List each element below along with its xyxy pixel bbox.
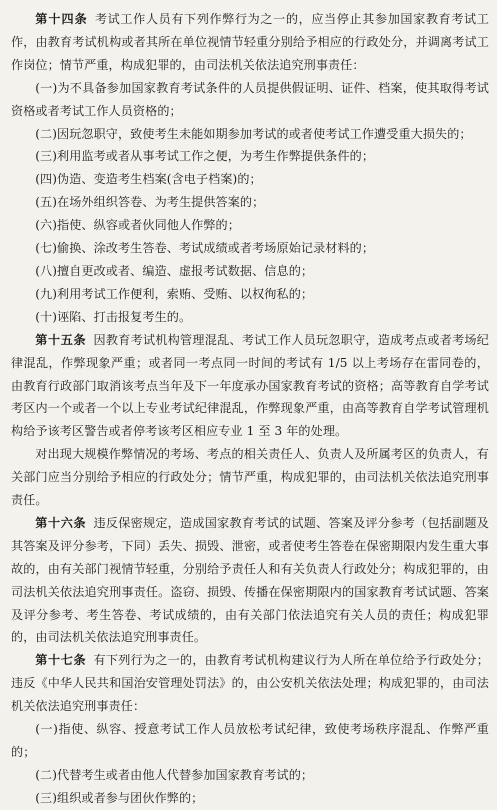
article-17-intro — [11, 649, 489, 718]
article-text: 有下列行为之一的，由教育考试机构建议行为人所在单位给予行政处分；违反《中华人民共和国治安管理处罚法》的，由公安机关依法处理；构成犯罪的，由司法机关依法追究刑事责任： — [11, 653, 489, 714]
list-item: (二)因玩忽职守，致使考生未能如期参加考试的或者使考试工作遭受重大损失的； — [35, 126, 472, 141]
list-item: (九)利用考试工作便利，索贿、受贿、以权徇私的； — [35, 286, 314, 301]
list-item: (七)偷换、涂改考生答卷、考试成绩或者考场原始记录材料的； — [35, 241, 375, 256]
list-item: (八)擅自更改或者、编造、虚报考试数据、信息的； — [35, 263, 314, 278]
list-item: (一)为不具备参加国家教育考试条件的人员提供假证明、证件、档案，使其取得考试资格或者考试工作人员资格的； — [11, 80, 489, 118]
list-item: (一)指使、纵容、授意考试工作人员放松考试纪律，致使考场秩序混乱、作弊严重的； — [11, 722, 489, 759]
article-14-intro — [11, 8, 489, 77]
list-item: (十)诬陷、打击报复考生的。 — [35, 309, 192, 324]
list-item: (二)代替考生或者由他人代替参加国家教育考试的； — [35, 767, 314, 782]
article-text: 因教育考试机构管理混乱、考试工作人员玩忽职守，造成考点或者考场纪律混乱，作弊现象严重；或者同一考点同一时间的考试有 1/5 以上考场存在雷同卷的，由教育行政部门取消该考点当年及下一年度承办国家教育考试的资格；高等教育自学考试考区内一个或者一个以上专业考试纪律混乱，作弊现象严重，由高等教育自学考试管理机构给予该考区警告或者停考该考区相应专业 1 至 3 年的处理。 — [11, 332, 489, 439]
article-16 — [11, 512, 489, 649]
article-15-paragraph-2: 对出现大规模作弊情况的考场、考点的相关责任人、负责人及所属考区的负责人，有关部门应当分别给予相应的行政处分；情节严重，构成犯罪的，由司法机关依法追究刑事责任。 — [11, 447, 489, 508]
article-label: 第十五条 — [35, 332, 87, 347]
article-text: 考试工作人员有下列作弊行为之一的，应当停止其参加国家教育考试工作，由教育考试机构或者其所在单位视情节轻重分别给予相应的行政处分，并调离考试工作岗位；情节严重，构成犯罪的，由司法机关依法追究刑事责任： — [11, 12, 489, 72]
article-label: 第十六条 — [35, 515, 87, 530]
list-item: (四)伪造、变造考生档案(含电子档案)的； — [35, 172, 262, 187]
article-text: 违反保密规定，造成国家教育考试的试题、答案及评分参考（包括副题及其答案及评分参考，下同）丢失、损毁、泄密，或者使考生答卷在保密期限内发生重大事故的，由有关部门视情节轻重，分别给予责任人和有关负责人行政处分；构成犯罪的，由司法机关依法追究刑事责任。盗窃、损毁、传播在保密期限内的国家教育考试试题、答案及评分参考、考生答卷、考试成绩的，由有关部门依法追究有关人员的责任；构成犯罪的，由司法机关依法追究刑事责任。 — [11, 515, 489, 645]
list-item: (六)指使、纵容或者伙同他人作弊的； — [35, 218, 240, 233]
article-label: 第十四条 — [35, 12, 88, 26]
list-item: (五)在场外组织答卷、为考生提供答案的； — [35, 195, 265, 210]
list-item: (三)利用监考或者从事考试工作之便，为考生作弊提供条件的； — [35, 149, 375, 164]
article-15 — [11, 329, 489, 444]
article-label: 第十七条 — [35, 653, 87, 668]
list-item: (三)组织或者参与团伙作弊的； — [35, 790, 204, 805]
